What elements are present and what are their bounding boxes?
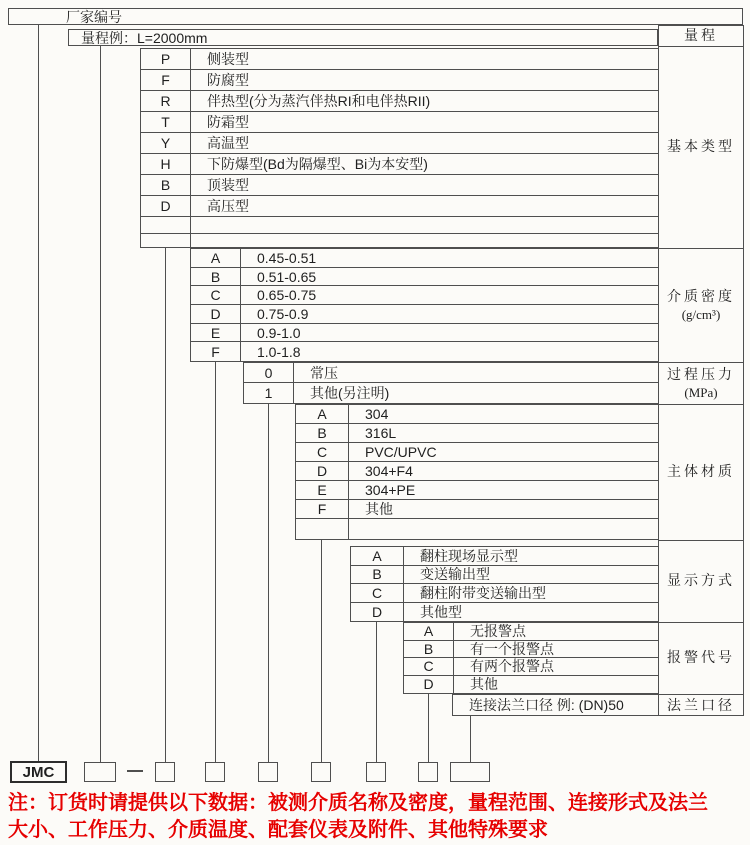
code-cell: B [191, 268, 241, 286]
desc-cell: 有一个报警点 [470, 640, 554, 657]
connector-line-basic-type [165, 248, 166, 762]
desc-cell: 防霜型 [207, 114, 249, 130]
code-cell: B [141, 175, 191, 195]
table-row [141, 196, 658, 217]
label-alarm-code: 报警代号 [659, 623, 743, 695]
table-row [404, 658, 658, 676]
label-process-pressure: 过程压力 (MPa) [659, 363, 743, 405]
table-row [141, 133, 658, 154]
code-cell: 0 [244, 363, 294, 382]
range-example-text: 量程例：L=2000mm [81, 29, 208, 46]
code-cell: E [191, 324, 241, 342]
desc-cell: 304+PE [365, 482, 416, 498]
code-cell: F [296, 500, 349, 518]
desc-cell: 其他型 [420, 603, 462, 620]
label-display-mode: 显示方式 [659, 541, 743, 623]
code-box-basic-type [155, 762, 175, 782]
table-row [141, 154, 658, 175]
connector-line-density [215, 362, 216, 762]
table-row [141, 175, 658, 196]
connector-line-alarm [428, 694, 429, 762]
desc-cell: 伴热型(分为蒸汽伴热RI和电伴热RII) [207, 93, 431, 109]
flange-size-text: 连接法兰口径 例: (DN)50 [469, 697, 624, 713]
table-row [296, 405, 658, 424]
desc-cell: 常压 [310, 364, 338, 381]
desc-cell: 有两个报警点 [470, 658, 554, 675]
desc-cell [191, 217, 658, 233]
dash-separator [127, 770, 143, 772]
table-row [296, 424, 658, 443]
process-pressure-table [243, 362, 659, 404]
table-row [141, 112, 658, 133]
code-cell: A [404, 623, 454, 640]
desc-cell: PVC/UPVC [365, 444, 437, 460]
code-box-material [311, 762, 331, 782]
desc-cell: 高温型 [207, 135, 249, 151]
desc-cell: 防腐型 [207, 72, 249, 88]
body-material-table [295, 404, 659, 540]
desc-cell: 1.0-1.8 [257, 343, 301, 360]
desc-cell: 翻柱附带变送输出型 [420, 584, 546, 601]
code-cell: C [351, 584, 404, 602]
code-cell: 1 [244, 383, 294, 403]
code-cell: B [351, 566, 404, 584]
desc-cell: 其他(另注明) [310, 385, 390, 401]
connector-line-range [100, 46, 101, 762]
desc-cell: 其他 [470, 676, 498, 693]
table-row [191, 286, 658, 305]
desc-cell: 变送输出型 [420, 566, 490, 583]
code-box-alarm [418, 762, 438, 782]
code-cell: F [141, 70, 191, 90]
label-flange-size: 法兰口径 [667, 698, 735, 714]
table-row [296, 462, 658, 481]
code-cell: A [191, 249, 241, 267]
table-row [191, 342, 658, 361]
code-cell: F [191, 342, 241, 361]
order-note-line2: 大小、工作压力、介质温度、配套仪表及附件、其他特殊要求 [8, 819, 548, 841]
label-range: 量程 [659, 26, 743, 47]
code-cell [296, 519, 349, 539]
code-cell: T [141, 112, 191, 132]
label-basic-type: 基本类型 [659, 47, 743, 249]
desc-cell: 无报警点 [470, 623, 526, 640]
desc-cell: 翻柱现场显示型 [420, 547, 518, 564]
table-row [351, 603, 658, 622]
desc-cell: 侧装型 [207, 51, 249, 67]
code-box-range [84, 762, 116, 782]
desc-cell: 下防爆型(Bd为隔爆型、Bi为本安型) [207, 156, 428, 172]
empty-row [296, 519, 658, 539]
order-note-line1: 注：订货时请提供以下数据：被测介质名称及密度，量程范围、连接形式及法兰 [8, 792, 708, 814]
desc-cell: 0.65-0.75 [257, 287, 317, 304]
code-cell: B [404, 641, 454, 658]
connector-line-factory [38, 25, 39, 762]
table-row [296, 500, 658, 519]
connector-line-material [321, 540, 322, 762]
table-row [191, 268, 658, 287]
desc-cell: 316L [365, 425, 397, 441]
alarm-code-table [403, 622, 659, 694]
desc-cell: 0.51-0.65 [257, 268, 317, 285]
code-cell: E [296, 481, 349, 499]
empty-row [141, 234, 658, 247]
medium-density-table [190, 248, 659, 362]
table-row [351, 584, 658, 603]
code-cell: H [141, 154, 191, 174]
flange-size-row [452, 694, 659, 716]
table-row [141, 91, 658, 112]
desc-cell [349, 519, 658, 539]
factory-code-box [8, 8, 743, 25]
code-box-pressure [258, 762, 278, 782]
code-cell: A [296, 405, 349, 423]
connector-line-pressure [268, 404, 269, 762]
desc-cell: 0.45-0.51 [257, 249, 317, 266]
table-row [191, 324, 658, 343]
desc-cell: 其他 [365, 501, 393, 517]
code-cell: D [351, 603, 404, 622]
code-cell [141, 234, 191, 247]
code-cell: D [404, 676, 454, 694]
code-cell: P [141, 49, 191, 69]
table-row [351, 566, 658, 585]
code-box-density [205, 762, 225, 782]
code-cell: C [404, 658, 454, 675]
display-mode-table [350, 546, 659, 622]
table-row [244, 363, 658, 383]
code-cell: D [191, 305, 241, 323]
table-row [191, 249, 658, 268]
basic-type-table [140, 48, 659, 248]
connector-line-display [376, 622, 377, 762]
connector-line-flange [470, 716, 471, 762]
table-row [141, 49, 658, 70]
factory-code-label: 厂家编号 [66, 8, 122, 25]
label-medium-density: 介质密度 (g/cm³) [659, 249, 743, 363]
table-row [141, 70, 658, 91]
code-box-flange [450, 762, 490, 782]
code-cell: R [141, 91, 191, 111]
table-row [404, 676, 658, 694]
code-cell: A [351, 547, 404, 565]
desc-cell: 0.75-0.9 [257, 305, 309, 322]
table-row [296, 481, 658, 500]
empty-row [141, 217, 658, 234]
table-row [191, 305, 658, 324]
code-cell: C [296, 443, 349, 461]
desc-cell: 0.9-1.0 [257, 324, 301, 341]
code-box-display [366, 762, 386, 782]
category-label-column [658, 25, 744, 716]
desc-cell: 顶装型 [207, 177, 249, 193]
code-cell: Y [141, 133, 191, 153]
desc-cell [191, 234, 658, 247]
range-example-box [68, 29, 658, 46]
table-row [296, 443, 658, 462]
desc-cell: 304+F4 [365, 463, 413, 479]
code-cell: B [296, 424, 349, 442]
table-row [351, 547, 658, 566]
code-cell: D [296, 462, 349, 480]
table-row [244, 383, 658, 403]
code-cell [141, 217, 191, 233]
desc-cell: 304 [365, 406, 389, 422]
code-cell: D [141, 196, 191, 216]
code-cell: C [191, 286, 241, 304]
desc-cell: 高压型 [207, 198, 249, 214]
label-body-material: 主体材质 [659, 405, 743, 541]
model-prefix-box: JMC [10, 761, 67, 783]
order-note [8, 790, 750, 844]
